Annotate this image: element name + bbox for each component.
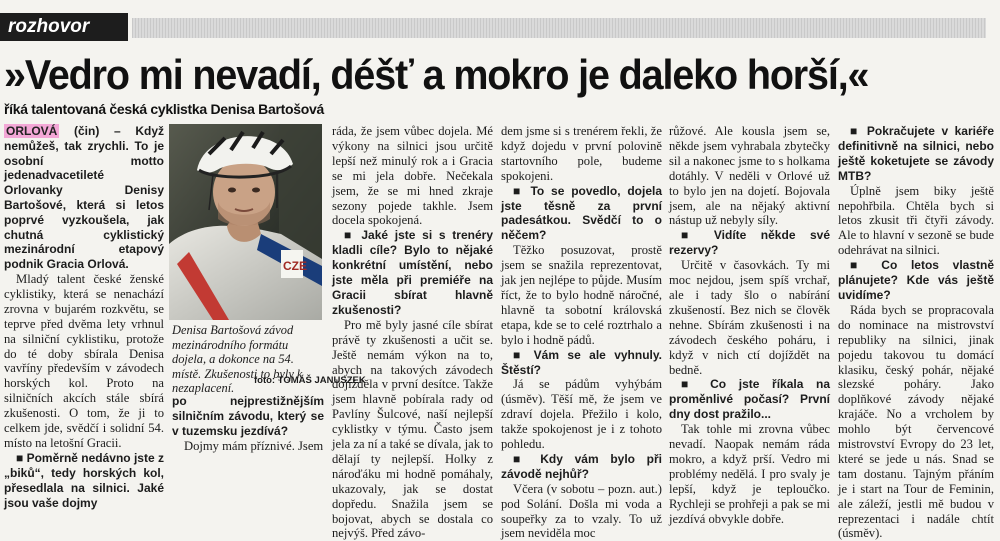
body-paragraph: Určitě v časovkách. Ty mi moc nejdou, jsem spíš vrchař, ale i tady šlo o nabírání zkušeností. Bez nich se člověk nehne. Sbírám zkušenosti i na závodech českého poháru, i když v nich ctí dojíždět na bedně. (669, 258, 830, 377)
column-6 (838, 124, 994, 541)
body-paragraph: Pro mě byly jasné cíle sbírat právě ty zkušenosti a učit se. Ještě nemám výkon na to, abych na takových závodech dojížděla v první desítce. Takže jsem hlavně pobírala rady od Pavlíny Šulcové, naší nejlepší cyklistky v týmu. Často jsem jela za ní a také se dívala, jak to dělají ty nejlepší. Holky z nároďáku mi hodně pomáhaly, ukazovaly, jak se dostat dopředu. Snažila jsem se bojovat, abych se dostala co nejvýš. Před závo- (332, 317, 493, 541)
section-band (132, 18, 986, 38)
body-paragraph: Dojmy mám příznivé. Jsem (184, 438, 324, 453)
subheadline: říká talentovaná česká cyklistka Denisa Bartošová (4, 101, 324, 117)
question: ■ To se povedlo, dojela jste těsně za první padesátkou. Svědčí to o něčem? (501, 183, 662, 243)
section-label: rozhovor (0, 13, 128, 41)
lead-text: (čin) – Když nemůžeš, tak zrychli. To je osobní motto jedenadvacetileté Orlovanky Denisy Bartošové, která si letos poprvé vyzkoušela, jak chutná cyklistický mezinárodní etapový podnik Gracia Orlová. (4, 124, 165, 272)
body-paragraph: ráda, že jsem vůbec dojela. Mé výkony na silnici jsou určitě lepší než minulý rok a i Gracia se mi jela dobře. Nečekala jsem, že se mi hned zkraje sezony pojede takhle. Jsem docela spokojená. (332, 124, 493, 228)
body-paragraph: Včera (v sobotu – pozn. aut.) pod Solání. Došla mi voda a soupeřky za to vzaly. To už jsem neviděla moc (501, 481, 662, 541)
question: po nejprestižnějším silničním závodu, který se v tuzemsku jezdívá? (172, 394, 324, 438)
question: ■ Co letos vlastně plánujete? Kde vás ještě uvidíme? (838, 258, 994, 302)
column-2 (172, 394, 324, 454)
question: ■ Co jste říkala na proměnlivé počasí? První dny dost pražilo... (669, 377, 830, 422)
question: ■ Poměrně nedávno jste z „biků“, tedy horských kol, přesedlala na silnici. Jaké jsou vaše dojmy (4, 450, 164, 510)
dateline: ORLOVÁ (6, 124, 58, 138)
body-paragraph: Já se pádům vyhýbám (úsměv). Těší mě, že jsem ve zdraví dojela. Přežilo i kolo, takže spokojenost je i z tohoto pohledu. (501, 377, 662, 452)
body-paragraph: Mladý talent české ženské cyklistiky, která se nenachází zrovna v bujarém rozkvětu, se teprve před dvěma lety vrhnul na silniční cyklistiku, protože do té doby sbírala Denisa vavříny především v závodech horských kol. Proto na silničních akcích stále sbírá zkušenosti. O tom, že ji to celkem jde, svědčí i solidní 54. místo na letošní Gracii. (4, 271, 164, 450)
question: ■ Kdy vám bylo při závodě nejhůř? (501, 451, 662, 481)
svg-text:CZE: CZE (283, 259, 307, 273)
headline: »Vedro mi nevadí, déšť a mokro je daleko horší,« (4, 51, 869, 98)
body-paragraph: Úplně jsem biky ještě nepohřbila. Chtěla bych si letos zkusit tři čtyři závody. Ale to hlavní v sezoně se bude odehrávat na silnici. (838, 183, 994, 258)
body-paragraph: Ráda bych se propracovala do nominace na mistrovství republiky na silnici, jinak pojedu takovou tu domácí klasiku, český pohár, nějaké slezské poháry. Jako doplňkové závody nějaké krajáče. No a vrcholem by mohlo být červencové mistrovství Evropy do 23 let, které se jede u nás. Snad se tam dostanu. Tajným přáním je i start na Tour de Feminin, ale záleží, jestli mě budou v reprezentaci i nadále chtít (úsměv). (838, 302, 994, 541)
column-1 (4, 124, 164, 510)
photo-credit: foto: TOMÁŠ JANUSZEK (254, 375, 366, 386)
section-bar (0, 13, 990, 41)
body-paragraph: dem jsme si s trenérem řekli, že když dojedu v první polovině startovního pole, budeme spokojeni. (501, 124, 662, 183)
question: ■ Pokračujete v kariéře definitivně na silnici, nebo ještě koketujete se závody MTB? (838, 124, 994, 183)
column-3 (332, 124, 493, 541)
photo-caption: Denisa Bartošová závod mezinárodního formátu dojela, a dokonce na 54. místě. Zkušenosti to byly k nezaplacení. (172, 323, 303, 395)
body-paragraph: Těžko posuzovat, prostě jsem se snažila reprezentovat, jak jen nejlépe to půjde. Musím říct, že to bylo hodně náročné, hlavně ta sobotní královská etapa, kde se to celé roztrhalo a bylo i hodně pádů. (501, 243, 662, 347)
question: ■ Jaké jste si s trenéry kladli cíle? Bylo to nějaké konkrétní umístění, nebo jste měla při premiéře na Gracii sbírat hlavně zkušenosti? (332, 228, 493, 317)
cyclist-photo-illustration (169, 124, 322, 320)
lead-paragraph (4, 124, 164, 272)
body-paragraph: růžové. Ale kousla jsem se, někde jsem vyhrabala zbytečky sil a nakonec jsme to s holkama dotáhly. V neděli v Orlové už to bylo jen na dojetí. Bojovala jsem, ale na nějaký aktivní nástup už nebyly síly. (669, 124, 830, 228)
body-paragraph: Tak tohle mi zrovna vůbec nevadí. Naopak nemám ráda mokro, a když prší. Vedro mi problémy nedělá. I pro svaly je lepší, když je teploučko. Rychleji se prohřeji a pak se mi jezdívá obvykle dobře. (669, 422, 830, 526)
question: ■ Vám se ale vyhnuly. Štěstí? (501, 347, 662, 377)
question: ■ Vidíte někde své rezervy? (669, 228, 830, 258)
column-4 (501, 124, 662, 541)
cyclist-photo (169, 124, 322, 320)
column-5 (669, 124, 830, 526)
